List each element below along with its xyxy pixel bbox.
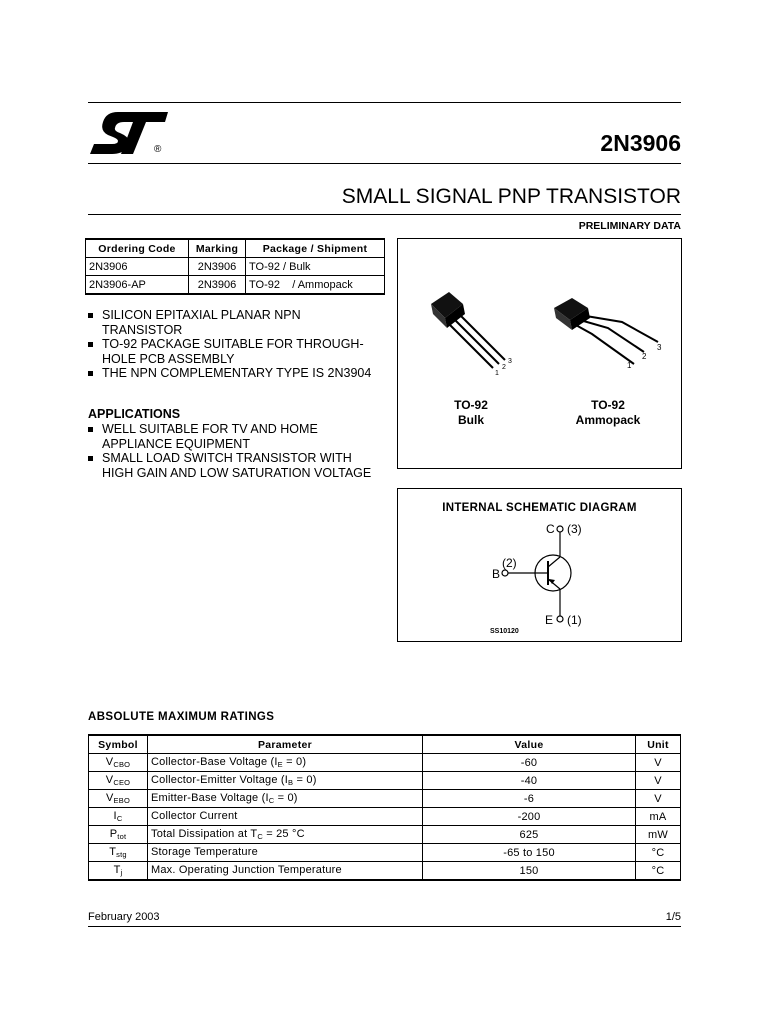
bullet-icon — [88, 342, 93, 347]
ammo-pin-1: 1 — [627, 361, 632, 370]
bullet-icon — [88, 456, 93, 461]
parameter-cell: Collector-Base Voltage $(I_E = 0)$ — [148, 754, 423, 772]
bullet-icon — [88, 313, 93, 318]
value-cell: 150 — [423, 862, 636, 881]
bulk-label — [436, 398, 506, 428]
symbol-cell: $V_{EBO}$ — [89, 790, 148, 808]
table-row — [89, 862, 681, 881]
parameter-cell: Emitter-Base Voltage $(I_C = 0)$ — [148, 790, 423, 808]
schematic-title: INTERNAL SCHEMATIC DIAGRAM — [442, 502, 637, 514]
ordering-code-cell: 2N3906-AP — [86, 276, 189, 295]
symbol-cell: $I_C$ — [89, 808, 148, 826]
parameter-cell: Total Dissipation at $T_C = 25$ °C — [148, 826, 423, 844]
parameter-cell: Storage Temperature — [148, 844, 423, 862]
emitter-label: E — [545, 613, 554, 627]
symbol-cell: $V_{CEO}$ — [89, 772, 148, 790]
page-number: 1/5 — [665, 911, 681, 923]
table-row — [89, 826, 681, 844]
value-cell: -6 — [423, 790, 636, 808]
unit-cell: V — [636, 772, 681, 790]
bulk-label-line2: Bulk — [457, 413, 484, 427]
value-header: Value — [423, 735, 636, 754]
schematic-code: SS10120 — [490, 628, 519, 635]
bullet-icon — [88, 427, 93, 432]
bulk-pin-1: 1 — [495, 370, 499, 377]
feature-text: SILICON EPITAXIAL PLANAR NPN TRANSISTOR — [102, 308, 301, 337]
value-cell: -65 to 150 — [423, 844, 636, 862]
ammopack-label — [563, 398, 653, 428]
symbol-cell: $V_{CBO}$ — [89, 754, 148, 772]
bulk-pin-3: 3 — [508, 358, 512, 365]
bullet-icon — [88, 371, 93, 376]
unit-cell: mW — [636, 826, 681, 844]
list-item — [88, 308, 373, 337]
marking-cell: 2N3906 — [189, 276, 246, 295]
list-item — [88, 366, 373, 381]
unit-cell: mA — [636, 808, 681, 826]
application-text: SMALL LOAD SWITCH TRANSISTOR WITH HIGH GAIN AND LOW SATURATION VOLTAGE — [102, 451, 372, 480]
unit-cell: V — [636, 754, 681, 772]
base-label: B — [492, 567, 501, 581]
preliminary-label: PRELIMINARY DATA — [578, 220, 681, 232]
base-pin-label: (2) — [502, 556, 517, 570]
pnp-transistor-symbol — [398, 489, 681, 641]
footer-date: February 2003 — [88, 911, 160, 923]
footer-rule — [88, 926, 681, 927]
ammo-pin-2: 2 — [642, 352, 647, 361]
document-title: SMALL SIGNAL PNP TRANSISTOR — [341, 185, 681, 208]
st-logo — [88, 108, 178, 158]
symbol-header: Symbol — [89, 735, 148, 754]
bulk-pin-2: 2 — [502, 364, 506, 371]
ratings-table — [88, 734, 681, 881]
marking-cell: 2N3906 — [189, 258, 246, 276]
list-item — [88, 422, 373, 451]
applications-heading: APPLICATIONS — [88, 407, 181, 421]
unit-cell: °C — [636, 862, 681, 881]
parameter-cell: Collector-Emitter Voltage $(I_B = 0)$ — [148, 772, 423, 790]
bulk-label-line1: TO-92 — [454, 398, 488, 412]
feature-list — [88, 308, 373, 381]
table-row — [89, 772, 681, 790]
value-cell: -200 — [423, 808, 636, 826]
ordering-table — [85, 238, 385, 295]
value-cell: 625 — [423, 826, 636, 844]
parameter-cell: Max. Operating Junction Temperature — [148, 862, 423, 881]
package-box — [397, 238, 682, 469]
symbol-cell: $T_j$ — [89, 862, 148, 881]
symbol-cell: $T_{stg}$ — [89, 844, 148, 862]
feature-text: TO-92 PACKAGE SUITABLE FOR THROUGH-HOLE PCB ASSEMBLY — [102, 337, 364, 366]
marking-header: Marking — [189, 239, 246, 258]
table-row — [89, 808, 681, 826]
application-text: WELL SUITABLE FOR TV AND HOME APPLIANCE EQUIPMENT — [102, 422, 318, 451]
table-row — [89, 790, 681, 808]
to92-ammopack-illustration — [548, 294, 668, 374]
applications-list — [88, 422, 373, 480]
table-row — [86, 258, 385, 276]
list-item — [88, 451, 373, 480]
header-bottom-rule — [88, 163, 681, 164]
emitter-pin-label: (1) — [567, 613, 582, 627]
parameter-cell: Collector Current — [148, 808, 423, 826]
collector-label: C — [546, 522, 555, 536]
package-cell: TO-92 / Ammopack — [246, 276, 385, 295]
ammopack-label-line2: Ammopack — [575, 413, 641, 427]
ammo-pin-3: 3 — [657, 343, 662, 352]
part-number: 2N3906 — [600, 130, 681, 156]
registered-mark: ® — [154, 144, 162, 155]
table-row — [89, 844, 681, 862]
ammopack-label-line1: TO-92 — [591, 398, 625, 412]
header-top-rule — [88, 102, 681, 103]
package-cell: TO-92 / Bulk — [246, 258, 385, 276]
list-item — [88, 337, 373, 366]
schematic-box — [397, 488, 682, 642]
unit-cell: °C — [636, 844, 681, 862]
collector-pin-label: (3) — [567, 522, 582, 536]
package-header: Package / Shipment — [246, 239, 385, 258]
ordering-code-header: Ordering Code — [86, 239, 189, 258]
parameter-header: Parameter — [148, 735, 423, 754]
symbol-cell: $P_{tot}$ — [89, 826, 148, 844]
value-cell: -40 — [423, 772, 636, 790]
unit-header: Unit — [636, 735, 681, 754]
value-cell: -60 — [423, 754, 636, 772]
table-row — [89, 754, 681, 772]
ratings-heading: ABSOLUTE MAXIMUM RATINGS — [88, 711, 275, 723]
feature-text: THE NPN COMPLEMENTARY TYPE IS 2N3904 — [102, 366, 372, 380]
ordering-code-cell: 2N3906 — [86, 258, 189, 276]
unit-cell: V — [636, 790, 681, 808]
table-row — [86, 276, 385, 295]
title-rule — [88, 214, 681, 215]
